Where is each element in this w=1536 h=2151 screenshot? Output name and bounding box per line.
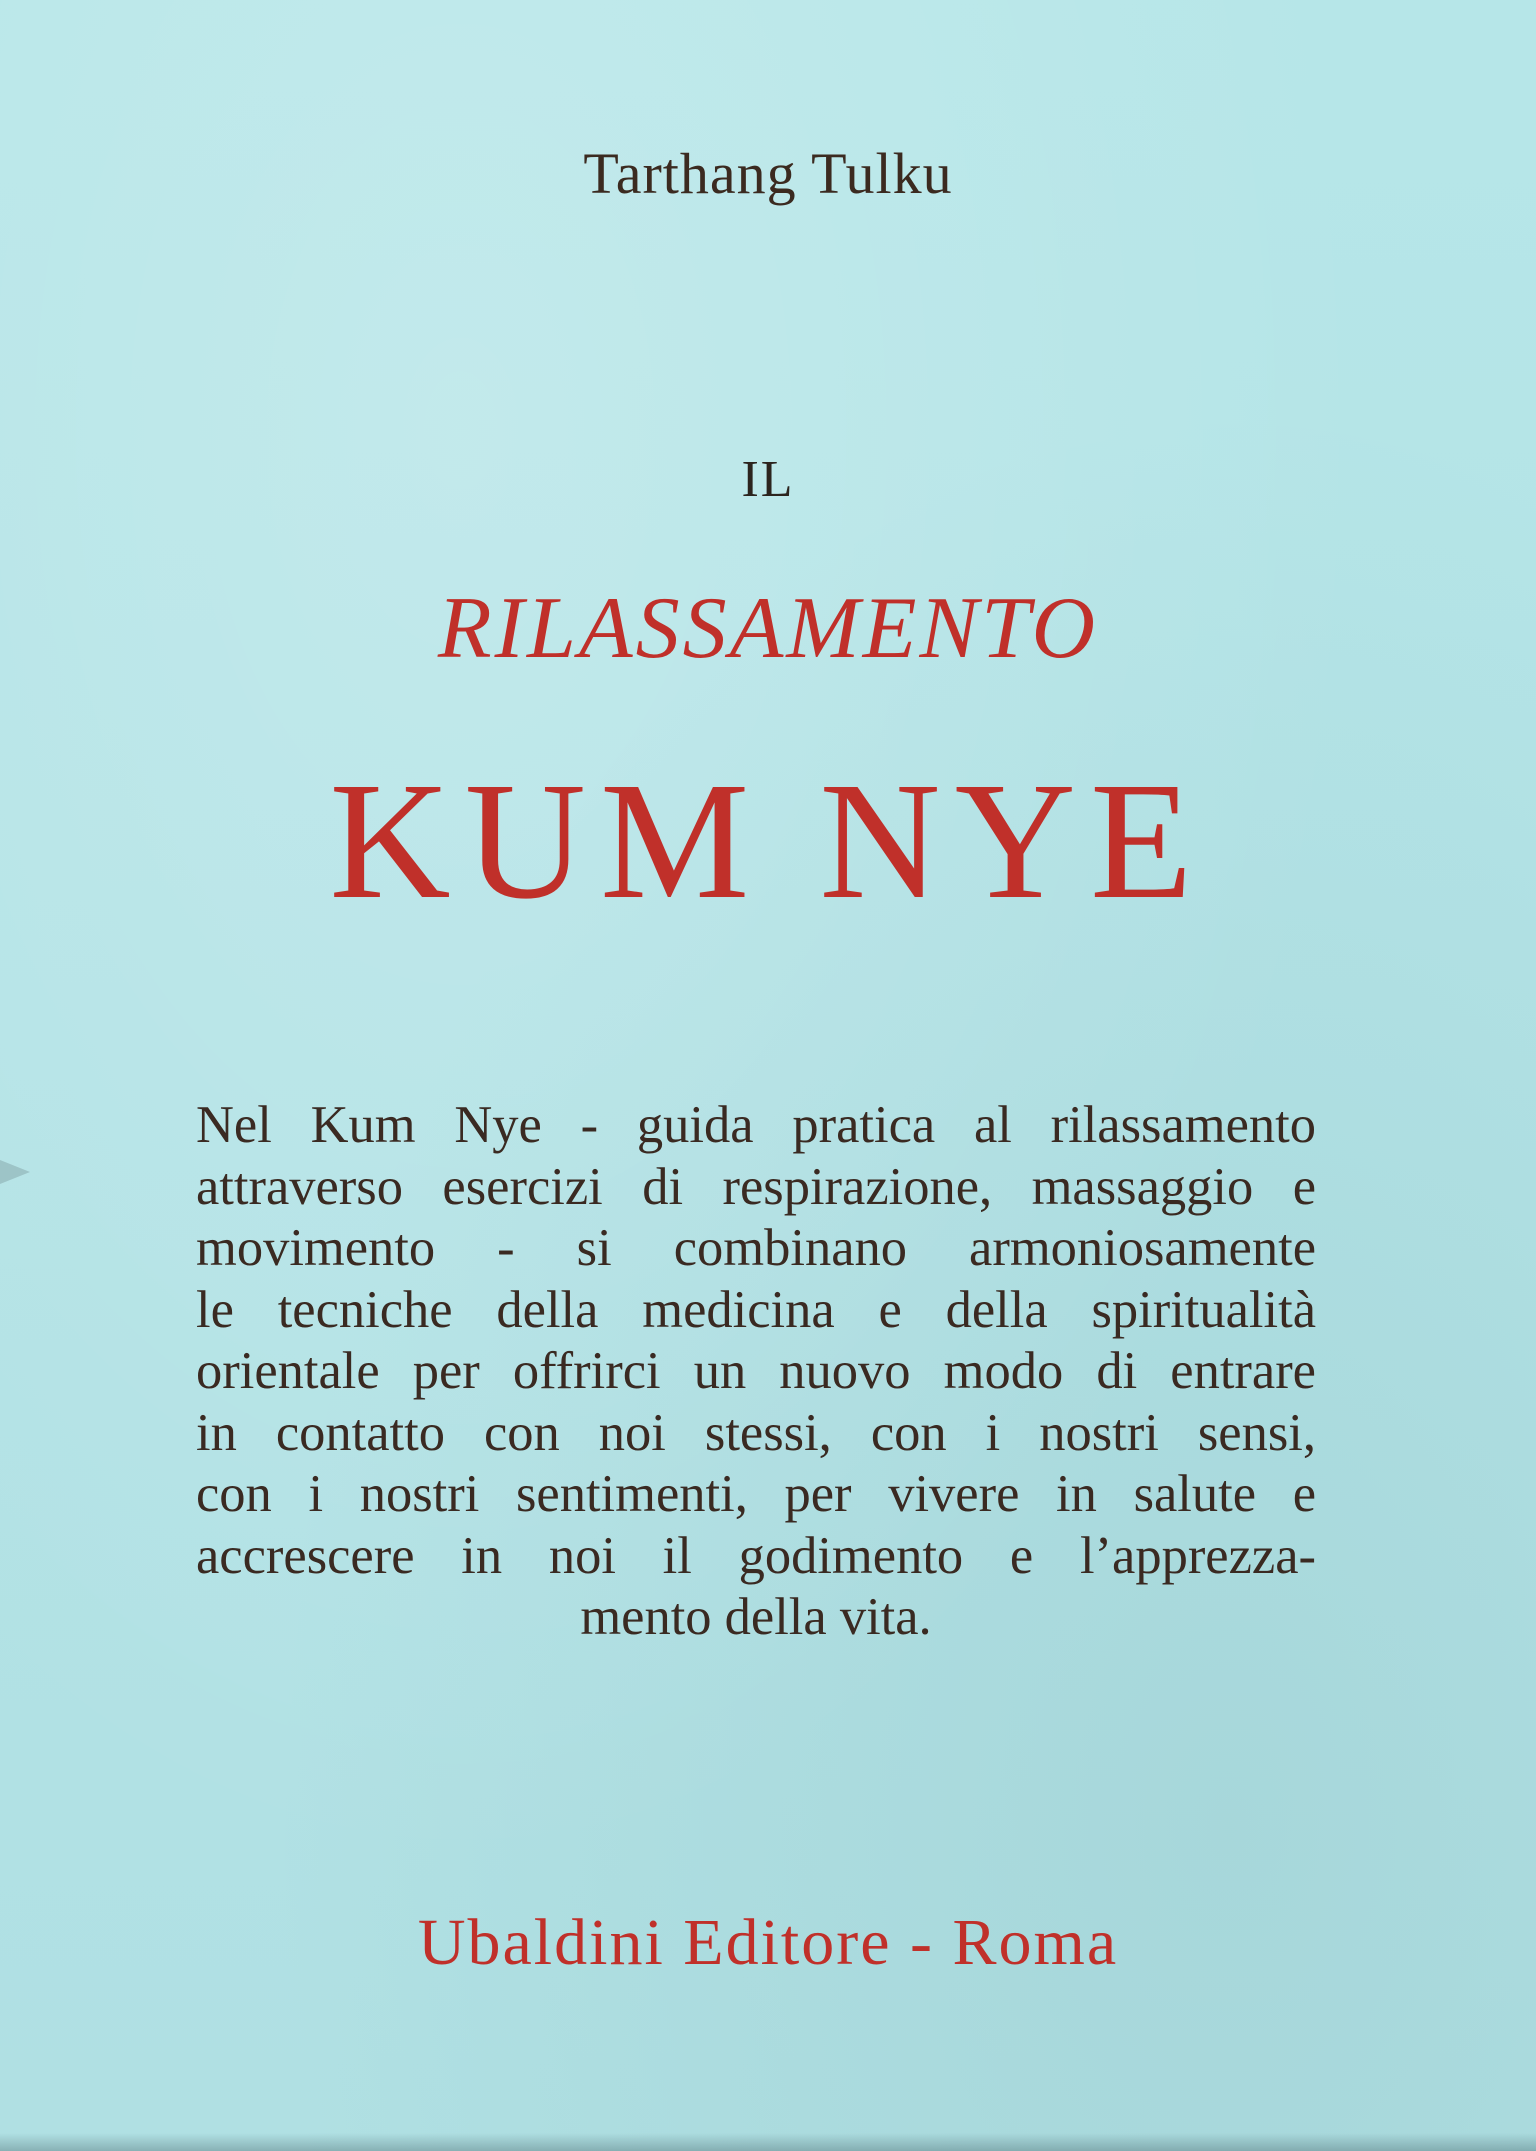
cover-blurb: [196, 1095, 1316, 1649]
blurb-line: Nel Kum Nye - guida pratica al rilassamento: [196, 1096, 1316, 1154]
blurb-line: con i nostri sentimenti, per vivere in salute e: [196, 1465, 1316, 1523]
blurb-line-last: mento della vita.: [580, 1588, 932, 1646]
blurb-line: in contatto con noi stessi, con i nostri sensi,: [196, 1403, 1316, 1462]
title-line-2: KUM NYE: [329, 748, 1207, 934]
blurb-line: accrescere in noi il godimento e l’apprezza-: [196, 1526, 1316, 1585]
blurb-line: attraverso esercizi di respirazione, massaggio e: [196, 1157, 1316, 1216]
author-name: Tarthang Tulku: [583, 141, 953, 206]
blurb-line: orientale per offrirci un nuovo modo di entrare: [196, 1342, 1316, 1400]
title-article: IL: [741, 451, 795, 508]
cover-bottom-edge: [0, 2133, 1536, 2151]
cover-edge-nick: [0, 1160, 30, 1184]
blurb-line: le tecniche della medicina e della spiritualità: [196, 1280, 1316, 1339]
publisher-imprint: Ubaldini Editore - Roma: [417, 1906, 1119, 1979]
title-line-1: RILASSAMENTO: [437, 580, 1099, 677]
blurb-line: movimento - si combinano armoniosamente: [196, 1219, 1316, 1277]
